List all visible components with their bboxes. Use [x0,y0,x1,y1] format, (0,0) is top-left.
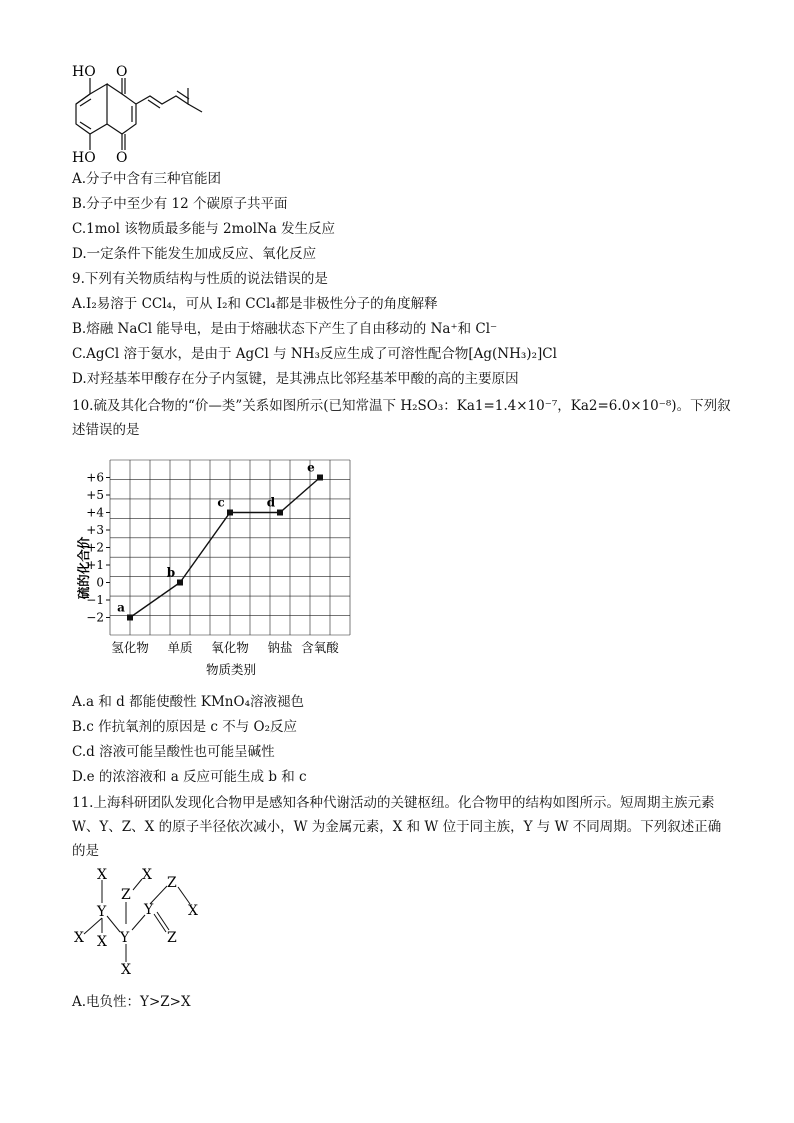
molecule-structure-1 [70,62,210,166]
y-tick-label: −2 [86,610,104,625]
x-tick-label: 氢化物 [111,640,149,655]
x-tick-label: 钠盐 [267,640,293,655]
atom-label-x: X [121,962,131,978]
q11-stem: 11.上海科研团队发现化合物甲是感知各种代谢活动的关键枢纽。化合物甲的结构如图所示。短周期主族元素 W、Y、Z、X 的原子半径依次减小，W 为金属元素，X 和 W 位于同主族，Y 与 W 不同周期。下列叙述正确的是 [72,795,722,859]
data-label-a: a [117,600,125,615]
y-tick-label: −1 [86,593,104,607]
series-line [130,478,320,618]
data-label-b: b [166,565,176,580]
data-point-e [317,475,323,481]
atom-label-z: Z [121,887,131,903]
q8-option-c: C.1mol 该物质最多能与 2molNa 发生反应 [72,221,336,237]
q9-stem: 9.下列有关物质结构与性质的说法错误的是 [72,271,328,287]
label-o-bottom: O [116,150,128,166]
q10-option-c: C.d 溶液可能呈酸性也可能呈碱性 [72,744,275,760]
q10-option-d: D.e 的浓溶液和 a 反应可能生成 b 和 c [72,769,307,785]
q8-option-b: B.分子中至少有 12 个碳原子共平面 [72,196,288,212]
label-o-top: O [116,64,128,80]
label-ho-top: HO [72,64,96,80]
x-tick-label: 单质 [167,640,193,655]
atom-label-x: X [188,903,198,919]
x-tick-label: 氧化物 [211,640,249,655]
q9-option-a: A.I₂易溶于 CCl₄，可从 I₂和 CCl₄都是非极性分子的角度解释 [72,296,438,312]
chart-svg [70,450,370,685]
q8-option-d: D.一定条件下能发生加成反应、氧化反应 [72,246,317,262]
q10-stem: 10.硫及其化合物的“价—类”关系如图所示(已知常温下 H₂SO₃：Ka1=1.4×10⁻⁷，Ka2=6.0×10⁻⁸)。下列叙述错误的是 [72,398,731,438]
data-label-c: c [217,495,225,510]
data-label-d: d [266,495,276,510]
molecule-structure-2 [70,866,220,981]
chart-ylabel: 硫的化合价 [76,536,91,600]
q9-option-c: C.AgCl 溶于氨水，是由于 AgCl 与 NH₃反应生成了可溶性配合物[Ag(NH₃)₂]Cl [72,346,557,362]
chart-xlabel: 物质类别 [205,662,257,677]
y-tick-label: +6 [86,470,104,485]
atom-label-x: X [97,934,107,950]
atom-label-x: X [74,930,84,946]
q9-option-d: D.对羟基苯甲酸存在分子内氢键，是其沸点比邻羟基苯甲酸的高的主要原因 [72,371,519,387]
atom-label-x: X [97,867,107,883]
y-tick-label: +1 [86,558,104,572]
data-point-a [127,615,133,621]
x-tick-label: 含氧酸 [301,640,339,655]
q8-option-a: A.分子中含有三种官能团 [72,171,222,187]
q11-option-a: A.电负性：Y>Z>X [72,994,191,1010]
valence-class-chart [70,450,370,685]
label-ho-bottom: HO [72,150,96,166]
atom-label-y: Y [120,930,130,946]
atom-label-y: Y [144,902,154,918]
y-tick-label: +2 [86,540,104,555]
y-tick-label: +3 [86,523,104,537]
data-point-d [277,510,283,516]
atom-label-z: Z [167,930,177,946]
y-tick-label: 0 [96,575,104,590]
y-tick-label: +5 [86,488,104,502]
q10-option-a: A.a 和 d 都能使酸性 KMnO₄溶液褪色 [72,694,304,710]
atom-label-z: Z [167,875,177,891]
data-point-c [227,510,233,516]
data-point-b [177,580,183,586]
data-label-e: e [307,460,315,475]
atom-label-x: X [142,867,152,883]
q10-option-b: B.c 作抗氧剂的原因是 c 不与 O₂反应 [72,719,297,735]
y-tick-label: +4 [86,505,104,520]
atom-label-y: Y [97,904,107,920]
q9-option-b: B.熔融 NaCl 能导电，是由于熔融状态下产生了自由移动的 Na⁺和 Cl⁻ [72,321,498,337]
